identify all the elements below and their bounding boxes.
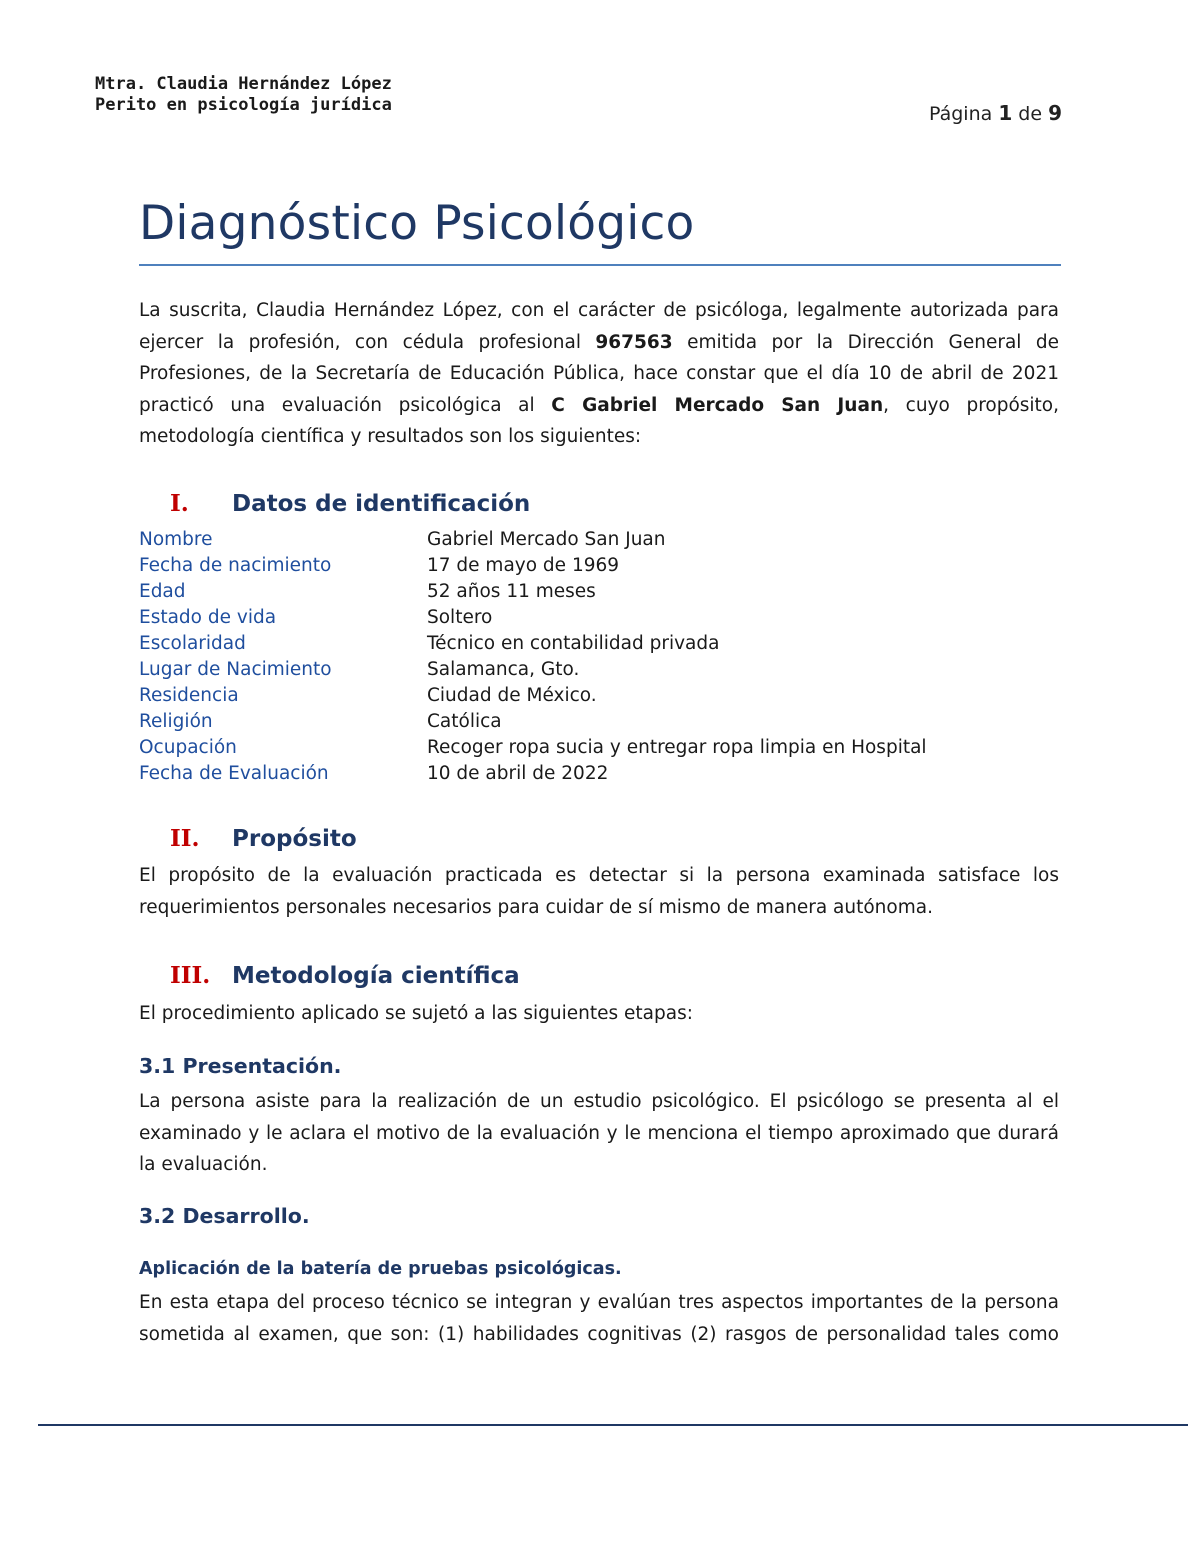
id-label: Religión [139, 711, 213, 732]
id-label: Ocupación [139, 737, 237, 758]
purpose-paragraph: El propósito de la evaluación practicada es detectar si la persona examinada satisface los requerimientos personales necesarios para cuidar de sí mismo de manera autónoma. [139, 865, 1059, 918]
page-of: de [1018, 103, 1043, 125]
id-row [139, 527, 1039, 553]
title-underline [139, 264, 1061, 266]
section-3-heading [170, 962, 520, 989]
id-row [139, 657, 1039, 683]
page-number [929, 101, 1062, 125]
intro-paragraph [139, 295, 1059, 453]
header-role: Perito en psicología jurídica [95, 95, 392, 115]
id-row [139, 683, 1039, 709]
id-value: Técnico en contabilidad privada [427, 633, 720, 654]
page-total: 9 [1048, 101, 1062, 125]
id-value: Salamanca, Gto. [427, 659, 580, 680]
id-value: Ciudad de México. [427, 685, 597, 706]
id-row [139, 605, 1039, 631]
section-2-heading [170, 825, 357, 852]
id-value: Católica [427, 711, 502, 732]
development-paragraph: En esta etapa del proceso técnico se integran y evalúan tres aspectos importantes de la persona sometida al examen, que son: (1) habilidades cognitivas (2) rasgos de personalidad tales como [139, 1292, 1059, 1345]
section-1-title: Datos de identificación [232, 491, 531, 517]
section-2-title: Propósito [232, 826, 357, 852]
section-1-heading [170, 490, 530, 517]
methodology-intro: El procedimiento aplicado se sujetó a las siguientes etapas: [139, 1003, 693, 1024]
footer-rule [38, 1424, 1188, 1426]
section-3-title: Metodología científica [232, 963, 520, 989]
id-label: Fecha de Evaluación [139, 763, 329, 784]
id-value: 10 de abril de 2022 [427, 763, 609, 784]
battery-tests-title: Aplicación de la batería de pruebas psicológicas. [139, 1259, 622, 1279]
intro-text-1: La suscrita, Claudia Hernández López, con el carácter de psicóloga, legalmente autorizada para ejercer la profesión, con cédula profesional [139, 300, 1059, 353]
id-row [139, 579, 1039, 605]
id-row [139, 735, 1039, 761]
intro-text-2: emitida por la Dirección General de Profesiones, de la Secretaría de Educación Pública, hace constar que el día 10 de abril de 2021 practicó una evaluación psicológica al [139, 331, 1059, 416]
page-word: Página [928, 103, 993, 125]
id-label: Escolaridad [139, 633, 246, 654]
id-row [139, 553, 1039, 579]
subsection-3-1-title: 3.1 Presentación. [139, 1054, 342, 1078]
page-current: 1 [998, 101, 1013, 125]
id-row [139, 631, 1039, 657]
presentation-paragraph: La persona asiste para la realización de un estudio psicológico. El psicólogo se presenta al el examinado y le aclara el motivo de la evaluación y le menciona el tiempo aproximado que durará la evaluación. [139, 1091, 1059, 1175]
section-3-number: III. [170, 962, 211, 989]
document-title: Diagnóstico Psicológico [139, 196, 695, 251]
id-row [139, 709, 1039, 735]
section-1-number: I. [170, 490, 189, 517]
id-value: 17 de mayo de 1969 [427, 555, 620, 576]
id-label: Lugar de Nacimiento [139, 659, 332, 680]
subject-name: C Gabriel Mercado San Juan [551, 394, 884, 416]
section-2-number: II. [170, 825, 200, 852]
identification-table [139, 527, 1039, 787]
id-label: Residencia [139, 685, 239, 706]
id-value: Recoger ropa sucia y entregar ropa limpia en Hospital [427, 737, 927, 758]
id-label: Estado de vida [139, 607, 277, 628]
id-value: Gabriel Mercado San Juan [427, 529, 666, 550]
id-label: Edad [139, 581, 186, 602]
id-label: Fecha de nacimiento [139, 555, 332, 576]
id-label: Nombre [139, 529, 213, 550]
id-value: 52 años 11 meses [427, 581, 596, 602]
id-value: Soltero [427, 607, 493, 628]
subsection-3-2-title: 3.2 Desarrollo. [139, 1204, 310, 1228]
cedula-number: 967563 [595, 331, 673, 353]
intro-text-3: , cuyo propósito, metodología científica y resultados son los siguientes: [139, 394, 1060, 447]
header-author: Mtra. Claudia Hernández López [95, 74, 392, 94]
id-row [139, 761, 1039, 787]
